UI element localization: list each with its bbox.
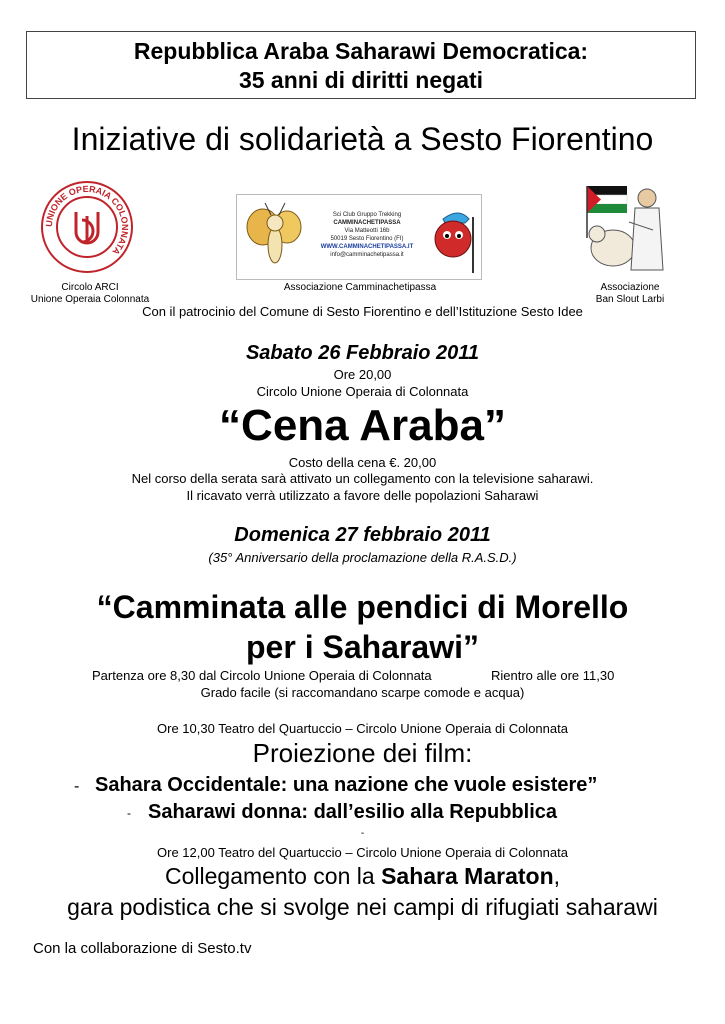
page-subtitle: Iniziative di solidarietà a Sesto Fiorentino (71, 121, 654, 157)
event1-time: Ore 20,00 (333, 367, 392, 382)
film1-title: Sahara Occidentale: una nazione che vuole esistere” (95, 774, 598, 796)
caption-line: Associazione (600, 282, 660, 293)
link-place: Ore 12,00 Teatro del Quartuccio – Circolo Unione Operaia di Colonnata (157, 845, 568, 860)
club-line: info@camminachetipassa.it (330, 252, 404, 258)
event2-departure: Partenza ore 8,30 dal Circolo Unione Operaia di Colonnata (92, 668, 432, 683)
link-line2: gara podistica che si svolge nei campi di rifugiati saharawi (67, 894, 658, 920)
header-line1: Repubblica Araba Saharawi Democratica: (133, 38, 589, 64)
camminachetipassa-logo (236, 194, 482, 280)
link-line1 (0, 863, 725, 890)
club-line: CAMMINACHETIPASSA (333, 220, 401, 226)
caption-line: Circolo ARCI (61, 282, 119, 293)
header-line2: 35 anni di diritti negati (238, 67, 484, 93)
club-line: Sci Club Gruppo Trekking (332, 212, 402, 218)
club-line: 50019 Sesto Fiorentino (FI) (330, 236, 404, 242)
center-logo-caption: Associazione Camminachetipassa (283, 282, 437, 293)
films-dash: - (360, 828, 365, 839)
caption-line: Unione Operaia Colonnata (30, 294, 150, 305)
event1-date: Sabato 26 Febbraio 2011 (245, 342, 480, 364)
event2-return: Rientro alle ore 11,30 (491, 668, 615, 683)
unione-operaia-logo (40, 180, 134, 274)
caption-line: Ban Slout Larbi (595, 294, 665, 305)
footer-credit: Con la collaborazione di Sesto.tv (33, 940, 252, 957)
films-heading: Proiezione dei film: (252, 738, 473, 768)
svg-text:UNIONE OPERAIA COLONNATA: UNIONE OPERAIA COLONNATA (43, 183, 131, 257)
butterfly-icon (243, 197, 305, 277)
club-address (317, 211, 417, 259)
film2-title: Saharawi donna: dall’esilio alla Repubblica (148, 801, 557, 823)
patronage-text: Con il patrocinio del Comune di Sesto Fiorentino e dell’Istituzione Sesto Idee (142, 304, 583, 319)
event1-cost: Costo della cena €. 20,00 (288, 455, 437, 470)
header-box (26, 31, 696, 99)
event2-difficulty: Grado facile (si raccomandano scarpe comode e acqua) (200, 685, 525, 700)
films-place: Ore 10,30 Teatro del Quartuccio – Circolo Unione Operaia di Colonnata (157, 721, 568, 736)
club-line: Via Matteotti 16b (344, 228, 390, 234)
club-line: WWW.CAMMINACHETIPASSA.IT (320, 244, 414, 250)
link-line1-pre: Collegamento con la (164, 863, 382, 889)
film1-bullet: - (74, 778, 80, 795)
link-line1-post: , (553, 863, 561, 889)
drop-mascot-icon (419, 197, 479, 277)
right-logo-caption (580, 282, 680, 306)
ban-slout-larbi-logo (583, 178, 671, 276)
left-logo-caption (30, 282, 150, 306)
event1-note2: Il ricavato verrà utilizzato a favore delle popolazioni Saharawi (186, 488, 539, 503)
event1-place: Circolo Unione Operaia di Colonnata (256, 384, 469, 399)
event2-title-line1: “Camminata alle pendici di Morello (96, 589, 629, 625)
event1-note1: Nel corso della serata sarà attivato un collegamento con la televisione saharawi. (131, 471, 594, 486)
event2-title-line2: per i Saharawi” (246, 629, 479, 665)
event2-anniversary: (35° Anniversario della proclamazione della R.A.S.D.) (208, 550, 517, 565)
event1-title: “Cena Araba” (219, 401, 506, 450)
sahara-maraton: Sahara Maraton (381, 863, 554, 889)
film2-bullet: - (127, 806, 131, 820)
event2-date: Domenica 27 febbraio 2011 (234, 524, 491, 546)
